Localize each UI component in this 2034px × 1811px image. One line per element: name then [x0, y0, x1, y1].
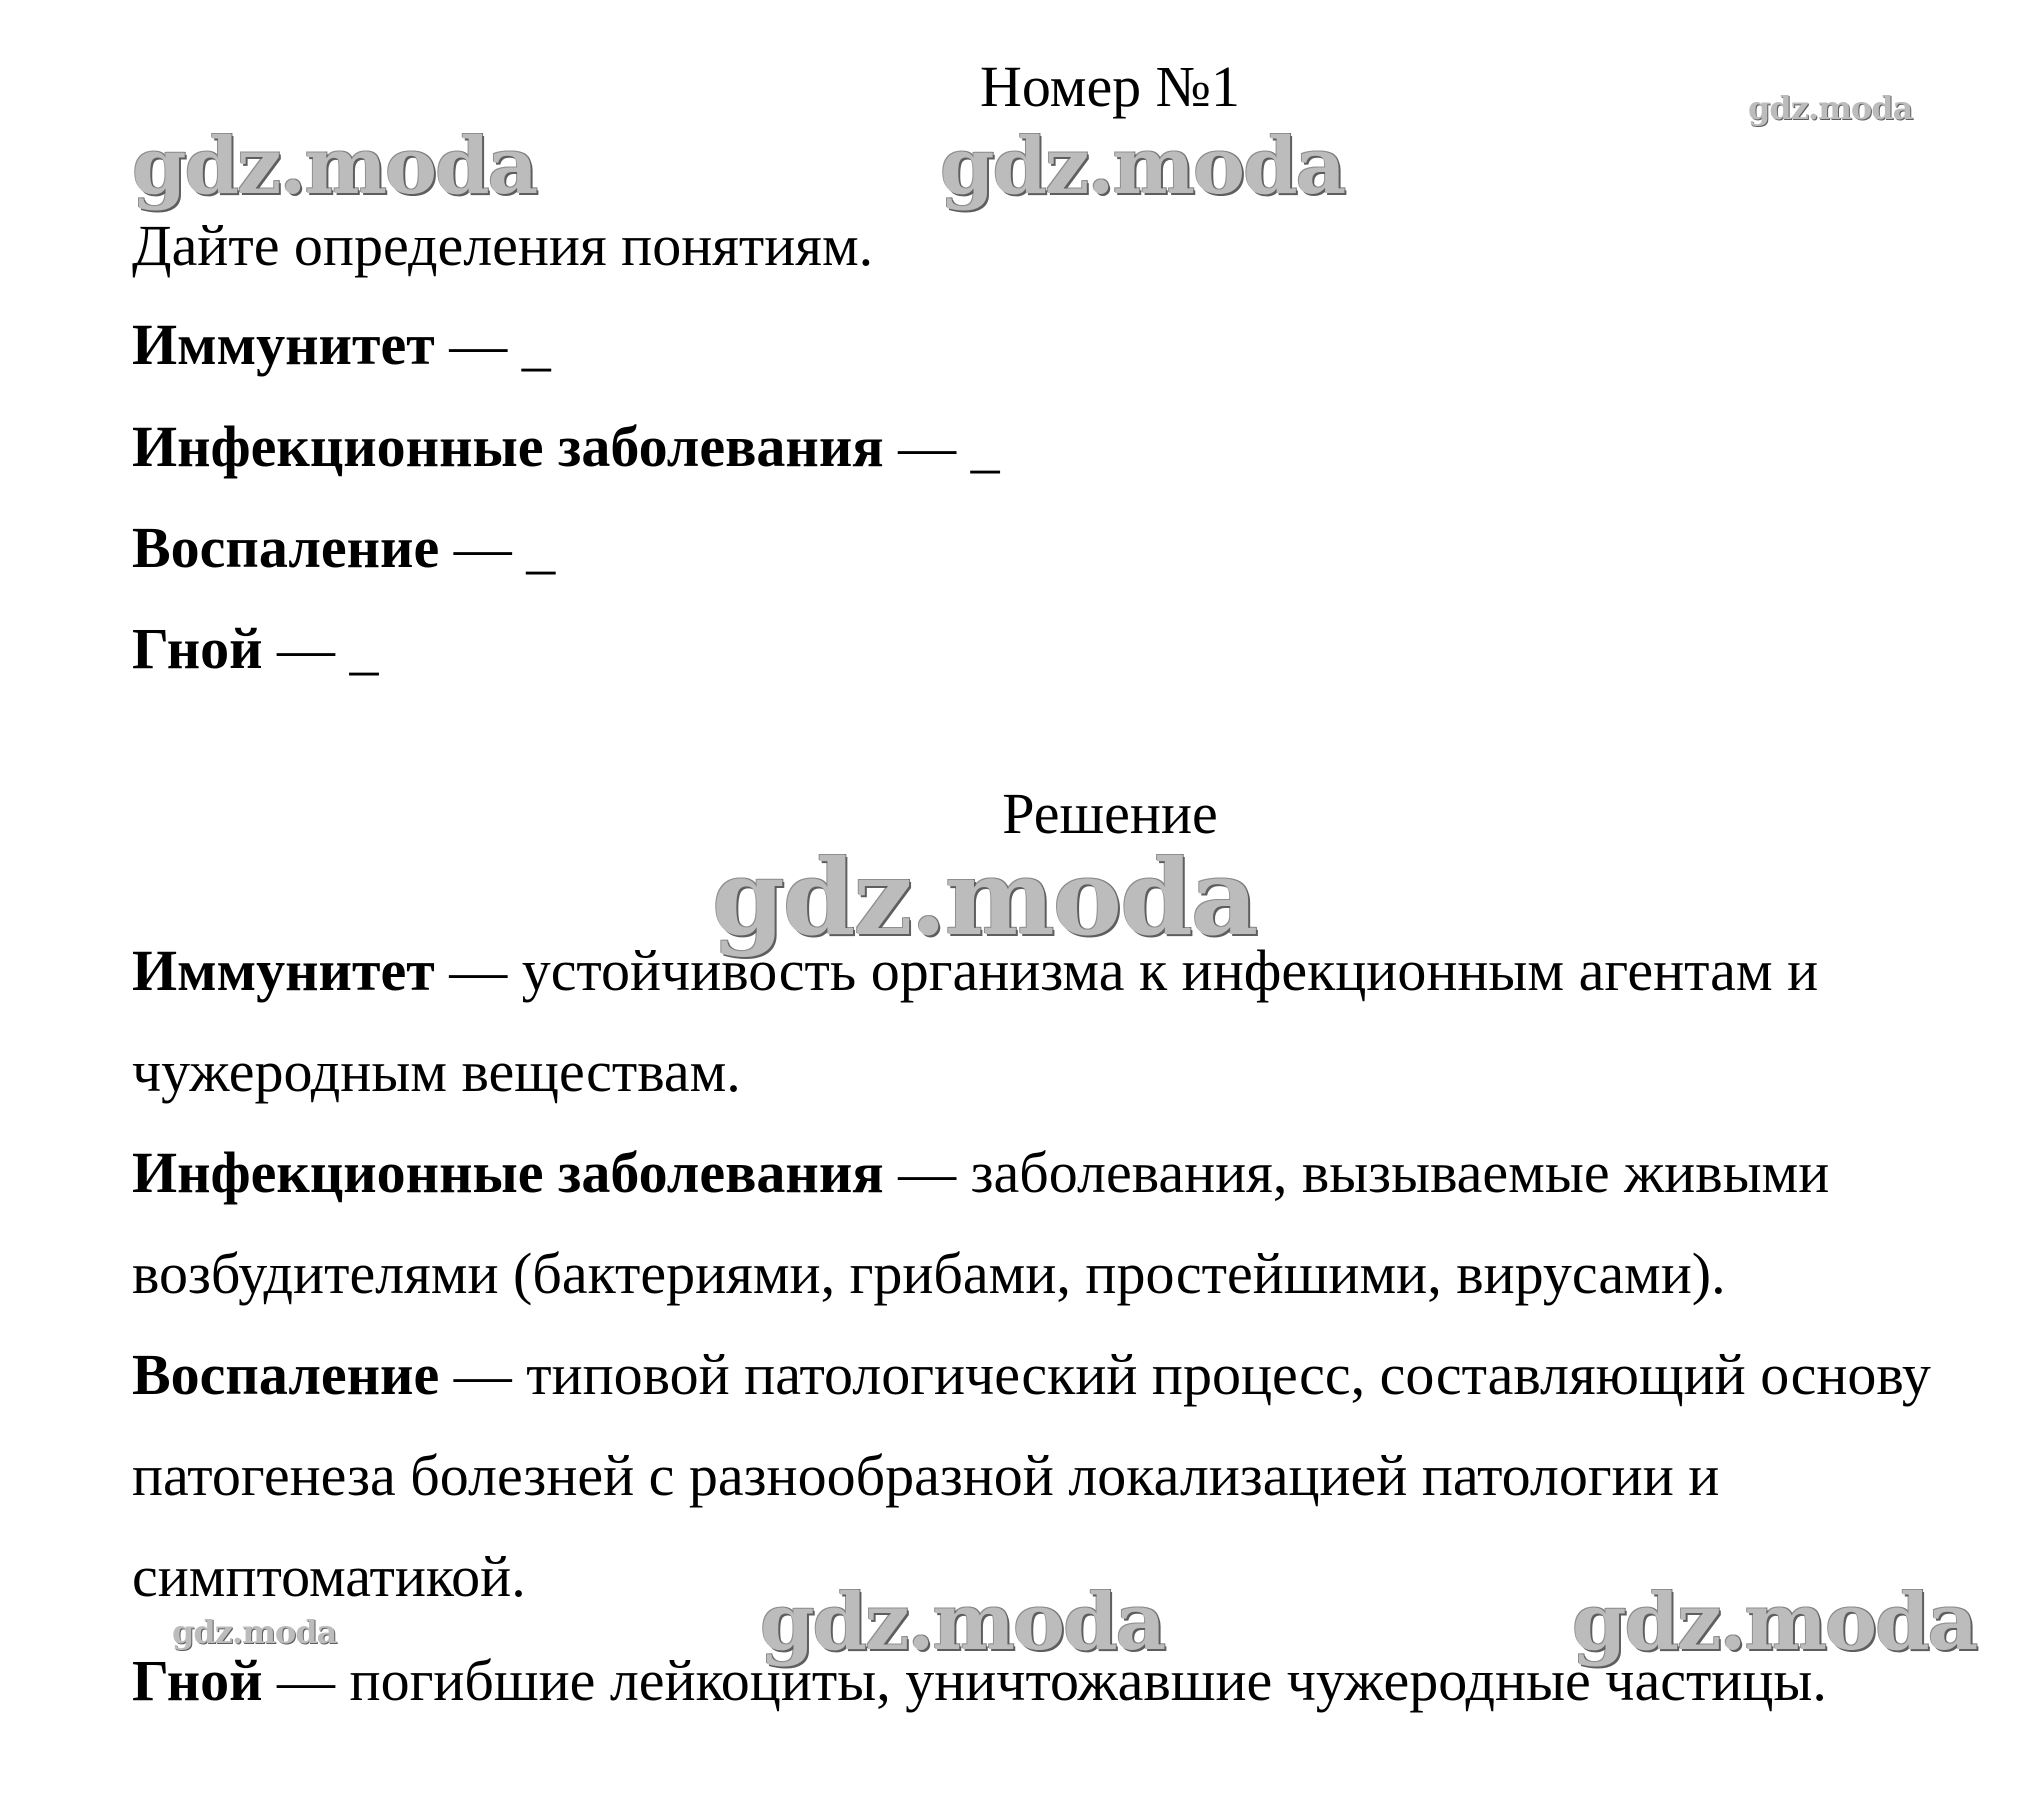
term-label: Инфекционные заболевания: [132, 1140, 884, 1205]
solution-line: [132, 1443, 1720, 1508]
page-title: Номер №1: [979, 54, 1241, 119]
definition-text: — устойчивость организма к инфекционным агентам и: [434, 938, 1819, 1003]
task-item: [132, 515, 556, 580]
watermark: gdz.moda: [940, 121, 1345, 212]
watermark: gdz.moda: [172, 1613, 337, 1651]
definition-text: чужеродным веществам.: [132, 1039, 741, 1104]
solution-line: [132, 1544, 526, 1609]
term-label: Инфекционные заболевания: [132, 414, 884, 479]
term-label: Иммунитет: [132, 312, 435, 377]
definition-text: — типовой патологический процесс, составляющий основу: [439, 1342, 1931, 1407]
definition-text: симптоматикой.: [132, 1544, 526, 1609]
solution-line: [132, 1241, 1726, 1306]
answer-blank: — _: [262, 616, 379, 681]
watermark: gdz.moda: [712, 836, 1257, 959]
term-label: Иммунитет: [132, 938, 435, 1003]
task-instruction: Дайте определения понятиям.: [132, 213, 874, 278]
solution-line: [132, 1039, 741, 1104]
watermark: gdz.moda: [760, 1577, 1165, 1668]
solution-line: [132, 1342, 1931, 1407]
watermark: gdz.moda: [132, 121, 537, 212]
solution-heading: Решение: [1002, 781, 1218, 846]
task-item: [132, 414, 1000, 479]
term-label: Гной: [132, 1648, 263, 1713]
definition-text: возбудителями (бактериями, грибами, простейшими, вирусами).: [132, 1241, 1726, 1306]
definition-text: патогенеза болезней с разнообразной локализацией патологии и: [132, 1443, 1720, 1508]
answer-blank: — _: [883, 414, 1000, 479]
term-label: Воспаление: [132, 515, 440, 580]
term-label: Гной: [132, 616, 263, 681]
definition-text: — погибшие лейкоциты, уничтожавшие чужеродные частицы.: [262, 1648, 1827, 1713]
term-label: Воспаление: [132, 1342, 440, 1407]
answer-blank: — _: [439, 515, 556, 580]
answer-blank: — _: [434, 312, 551, 377]
solution-line: [132, 1648, 1827, 1713]
watermark: gdz.moda: [1572, 1577, 1977, 1668]
solution-line: [132, 1140, 1830, 1205]
task-item: [132, 616, 379, 681]
task-item: [132, 312, 551, 377]
definition-text: — заболевания, вызываемые живыми: [883, 1140, 1830, 1205]
solution-line: [132, 938, 1819, 1003]
watermark: gdz.moda: [1748, 89, 1913, 127]
